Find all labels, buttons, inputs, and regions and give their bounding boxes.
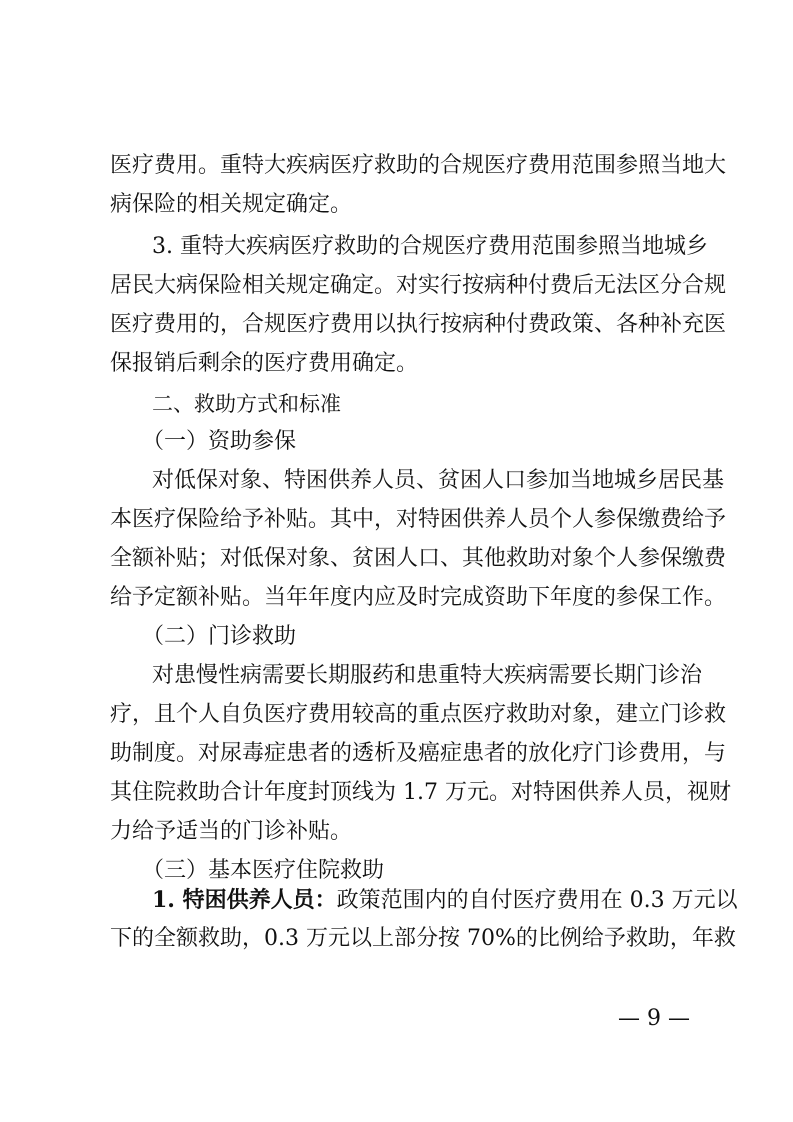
paragraph-line: 对患慢性病需要长期服药和患重特大疾病需要长期门诊治: [152, 663, 703, 688]
paragraph-line: 疗，且个人自负医疗费用较高的重点医疗救助对象，建立门诊救: [110, 702, 727, 727]
paragraph-line: 下的全额救助，0.3 万元以上部分按 70%的比例给予救助，年救: [110, 926, 736, 951]
paragraph-line: 病保险的相关规定确定。: [110, 192, 353, 217]
subsection-heading: （三）基本医疗住院救助: [142, 858, 385, 883]
paragraph-line: 医疗费用的，合规医疗费用以执行按病种付费政策、各种补充医: [110, 312, 727, 337]
paragraph-line: 医疗费用。重特大疾病医疗救助的合规医疗费用范围参照当地大: [110, 153, 727, 178]
paragraph-line: 居民大病保险相关规定确定。对实行按病种付费后无法区分合规: [110, 273, 727, 298]
paragraph-line: 助制度。对尿毒症患者的透析及癌症患者的放化疗门诊费用，与: [110, 741, 727, 766]
subsection-heading: （二）门诊救助: [142, 624, 297, 649]
section-heading: 二、救助方式和标准: [152, 392, 341, 416]
subsection-heading: （一）资助参保: [142, 429, 297, 454]
paragraph-line: 力给予适当的门诊补贴。: [110, 819, 353, 844]
paragraph-line: 全额补贴；对低保对象、贫困人口、其他救助对象个人参保缴费: [110, 546, 727, 571]
paragraph-line: 给予定额补贴。当年年度内应及时完成资助下年度的参保工作。: [110, 585, 727, 610]
paragraph-line: 其住院救助合计年度封顶线为 1.7 万元。对特困供养人员，视财: [110, 780, 731, 805]
paragraph-line: 3. 重特大疾病医疗救助的合规医疗费用范围参照当地城乡: [152, 234, 708, 259]
bold-label: 1. 特困供养人员：: [152, 887, 337, 913]
paragraph-text: 政策范围内的自付医疗费用在 0.3 万元以: [336, 888, 738, 913]
page-number: — 9 —: [618, 1006, 690, 1031]
paragraph-line: 本医疗保险给予补贴。其中，对特困供养人员个人参保缴费给予: [110, 507, 727, 532]
paragraph-line: 对低保对象、特困供养人员、贫困人口参加当地城乡居民基: [152, 468, 725, 493]
paragraph-line: [152, 885, 738, 915]
paragraph-line: 保报销后剩余的医疗费用确定。: [110, 351, 419, 376]
